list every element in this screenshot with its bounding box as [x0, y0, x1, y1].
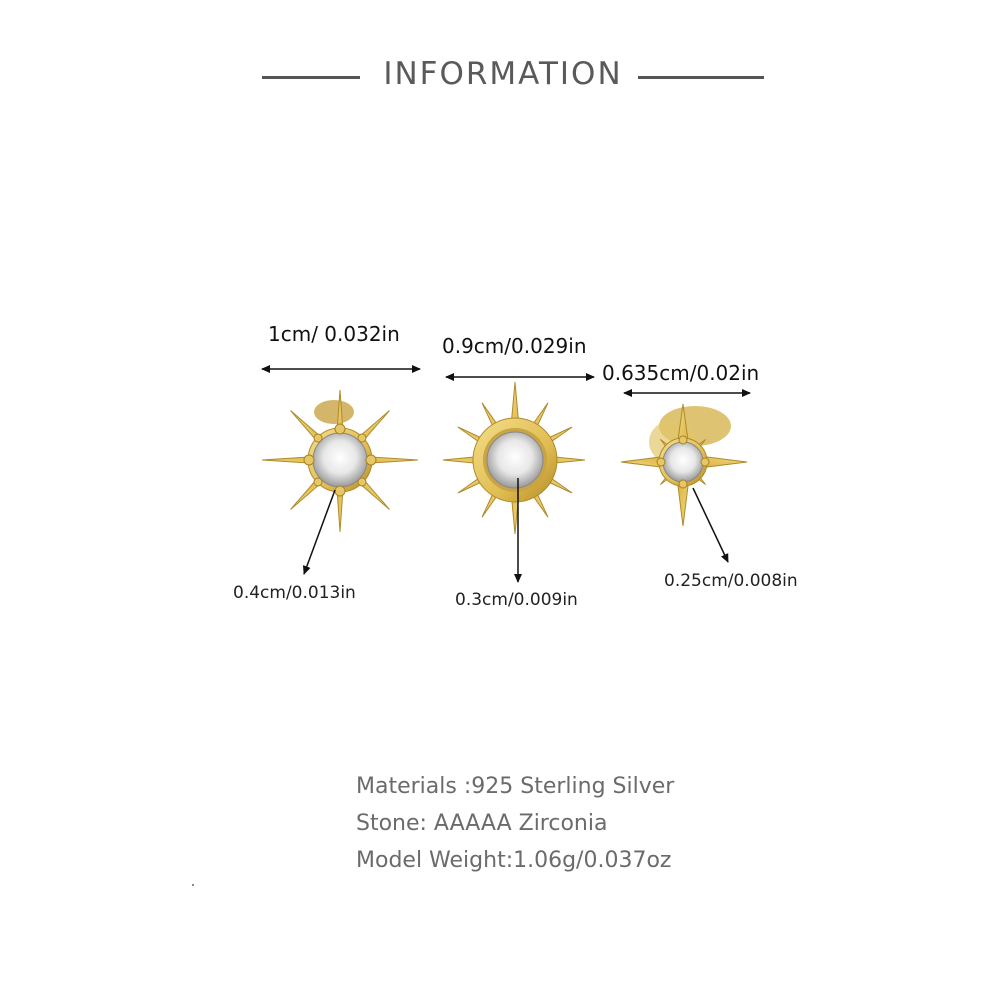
- header-title: INFORMATION: [383, 56, 623, 92]
- stone-arrow-3: [693, 488, 728, 562]
- earring-3-width-label: 0.635cm/0.02in: [602, 361, 760, 385]
- spec-materials: Materials :925 Sterling Silver: [356, 774, 675, 799]
- spec-weight: Model Weight:1.06g/0.037oz: [356, 848, 672, 873]
- earring-sun-2: [443, 382, 585, 534]
- earring-1-stone-label: 0.4cm/0.013in: [233, 583, 356, 603]
- stray-dot: [192, 884, 194, 886]
- earring-2-stone-label: 0.3cm/0.009in: [455, 590, 578, 610]
- spec-stone: Stone: AAAAA Zirconia: [356, 811, 608, 836]
- product-specs: [356, 768, 674, 879]
- stone-arrow-1: [304, 490, 335, 574]
- earring-star-3: [621, 404, 747, 526]
- earring-2-width-label: 0.9cm/0.029in: [442, 334, 587, 358]
- earring-star-1: [262, 390, 418, 532]
- earring-1-width-label: 1cm/ 0.032in: [268, 322, 400, 346]
- earring-3-stone-label: 0.25cm/0.008in: [664, 571, 798, 591]
